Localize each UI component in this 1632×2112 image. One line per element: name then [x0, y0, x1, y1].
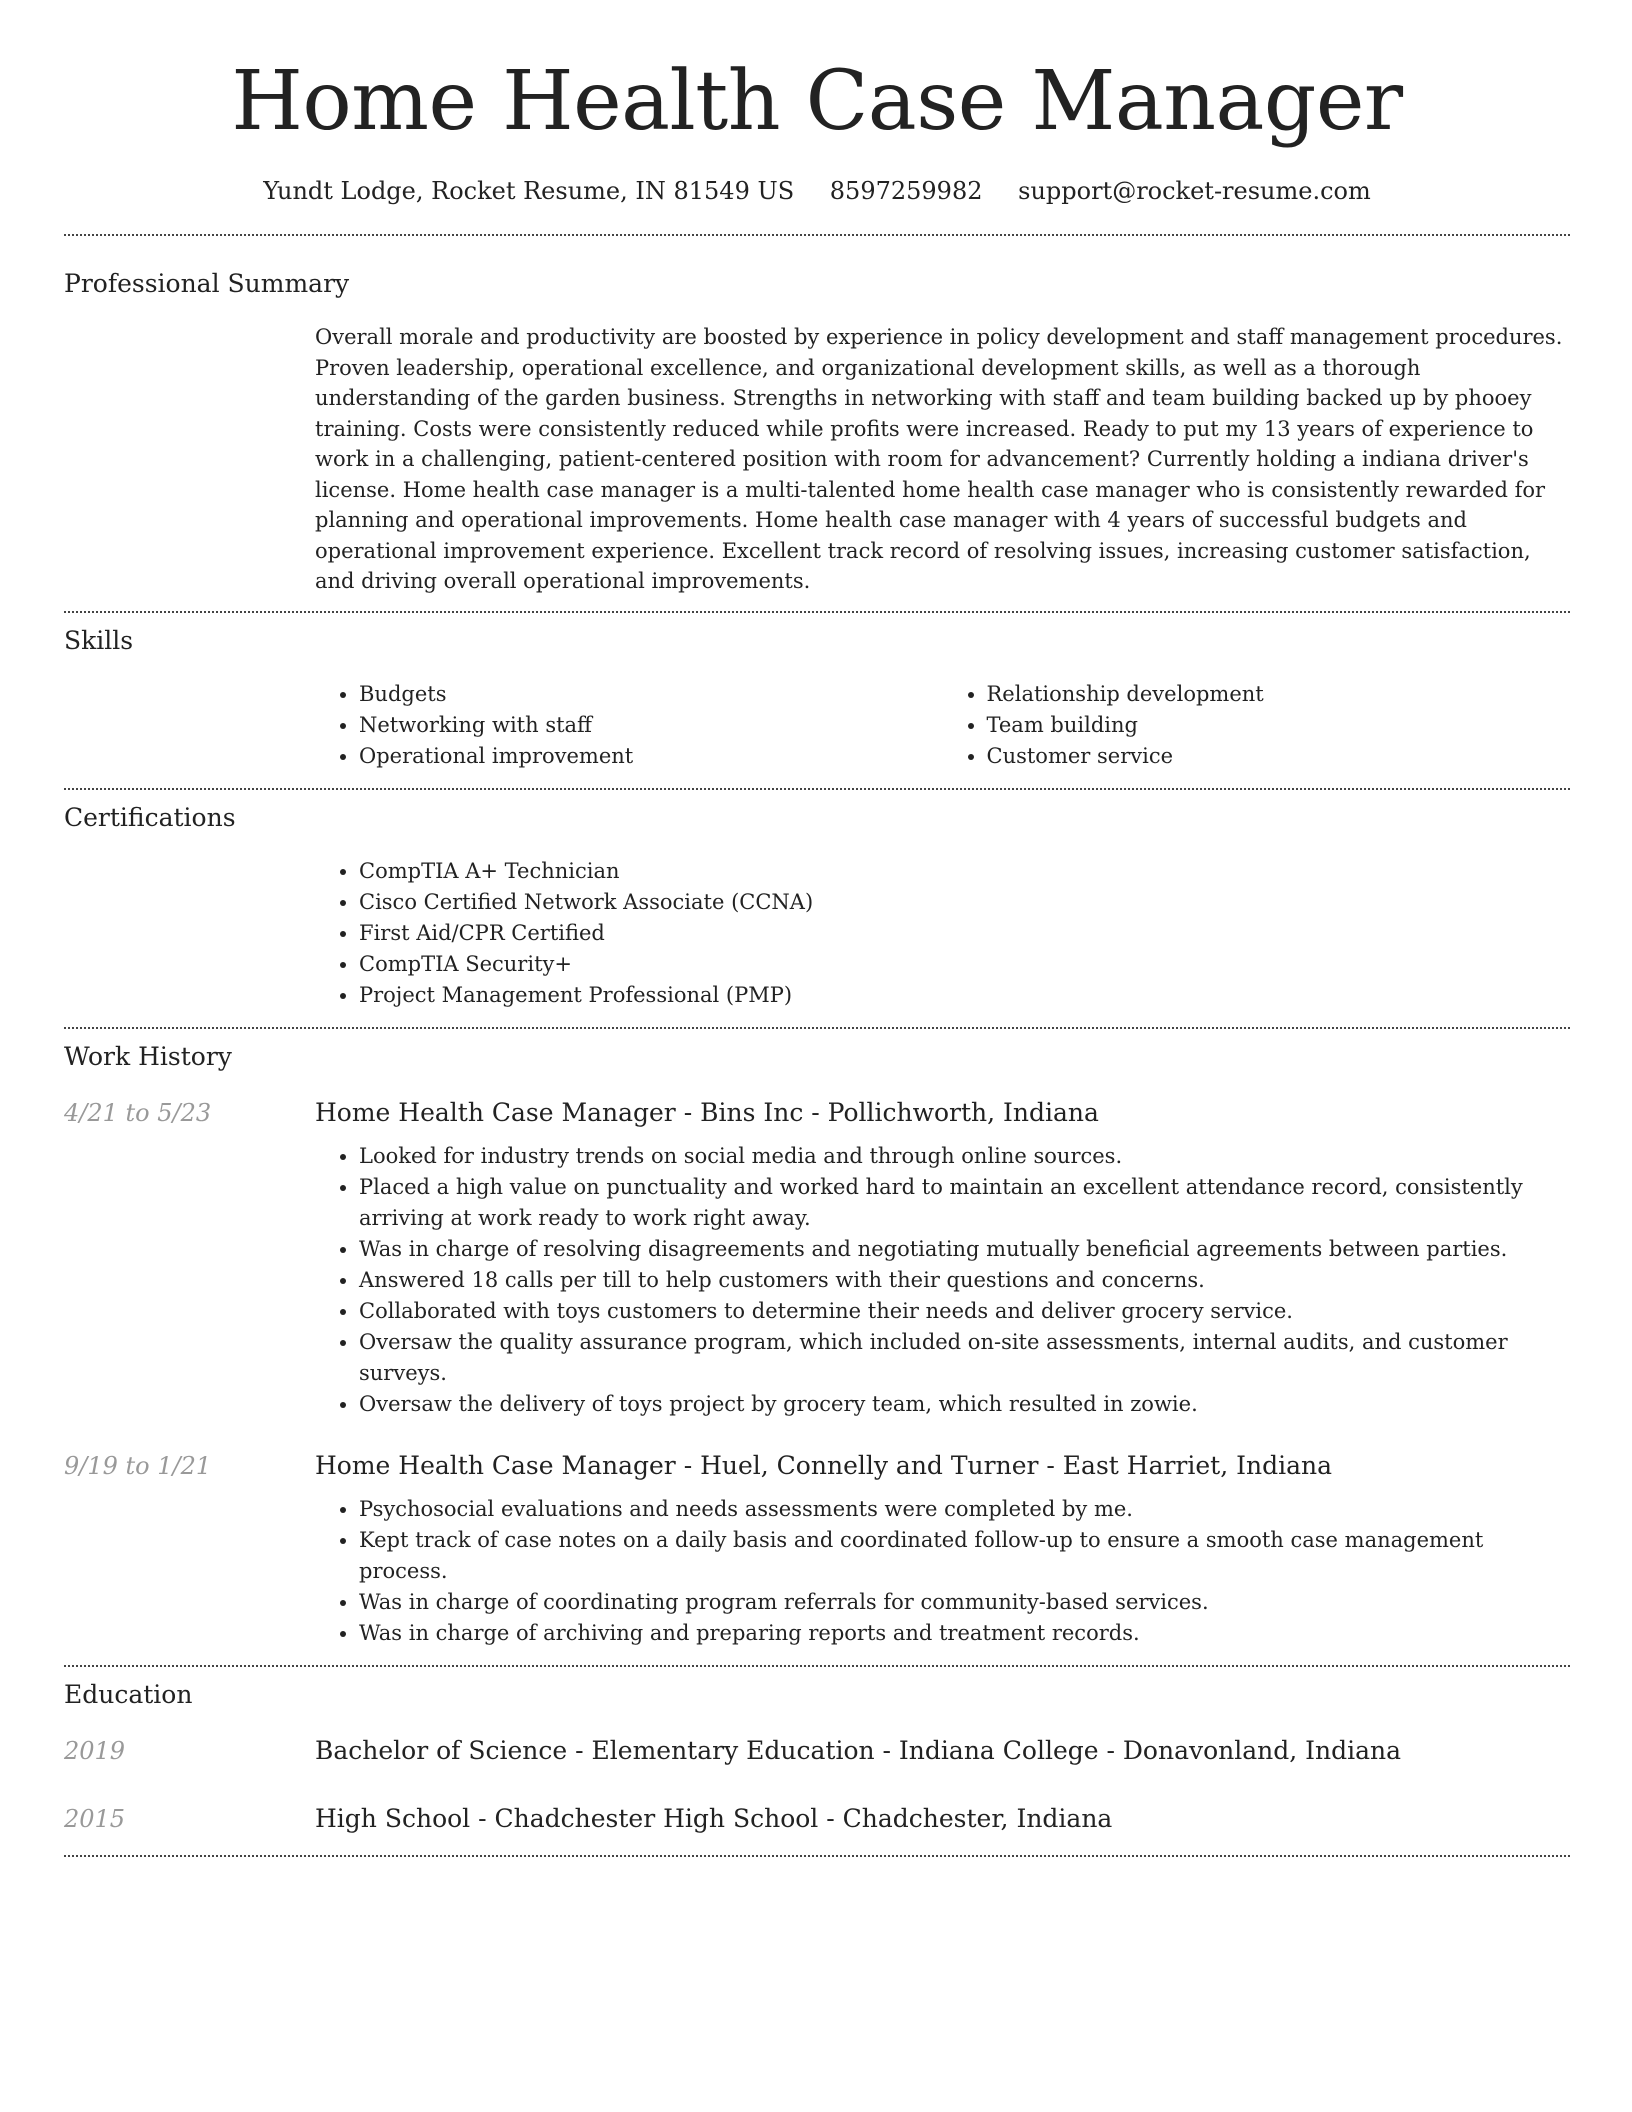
job-entry	[64, 1450, 1570, 1649]
education-entry	[64, 1803, 1570, 1835]
list-item: • Relationship development	[987, 679, 1571, 710]
job-heading: Home Health Case Manager - Huel, Connelly and Turner - East Harriet, Indiana	[315, 1450, 1332, 1480]
job-dates: 4/21 to 5/23	[64, 1098, 212, 1127]
list-item: • Looked for industry trends on social media and through online sources.	[359, 1141, 1570, 1172]
list-item: • Cisco Certified Network Associate (CCNA)	[359, 887, 1570, 918]
certifications-list	[315, 856, 1570, 1011]
resume-name: Home Health Case Manager	[231, 54, 1403, 149]
education-detail: High School - Chadchester High School - Chadchester, Indiana	[315, 1803, 1113, 1833]
list-item: • Oversaw the delivery of toys project by grocery team, which resulted in zowie.	[359, 1389, 1570, 1420]
list-item: • Customer service	[987, 741, 1571, 772]
list-item: • CompTIA Security+	[359, 949, 1570, 980]
section-title-education: Education	[64, 1679, 193, 1709]
list-item: • Oversaw the quality assurance program, which included on-site assessments, internal audits, and customer surveys.	[359, 1327, 1570, 1389]
skills-column-right	[943, 679, 1571, 772]
list-item: • First Aid/CPR Certified	[359, 918, 1570, 949]
skills-section	[64, 613, 1570, 772]
list-item: • Project Management Professional (PMP)	[359, 980, 1570, 1011]
job-dates: 9/19 to 1/21	[64, 1451, 212, 1480]
education-year: 2015	[64, 1804, 126, 1833]
summary-text: Overall morale and productivity are boosted by experience in policy development and staff management procedures. Proven leadership, operational excellence, and organizational development skills, as well as a thorough understanding of the garden business. Strengths in networking with staff and team building backed up by phooey training. Costs were consistently reduced while profits were increased. Ready to put my 13 years of experience to work in a challenging, patient-centered position with room for advancement? Currently holding a indiana driver's license. Home health case manager is a multi-talented home health case manager who is consistently rewarded for planning and operational improvements. Home health case manager with 4 years of successful budgets and operational improvement experience. Excellent track record of resolving issues, increasing customer satisfaction, and driving overall operational improvements.	[315, 325, 1563, 593]
list-item: • Answered 18 calls per till to help customers with their questions and concerns.	[359, 1265, 1570, 1296]
list-item: • Operational improvement	[359, 741, 943, 772]
summary-section	[64, 236, 1570, 597]
divider	[64, 1855, 1570, 1857]
list-item: • Collaborated with toys customers to determine their needs and deliver grocery service.	[359, 1296, 1570, 1327]
list-item: • CompTIA A+ Technician	[359, 856, 1570, 887]
skills-column-left	[315, 679, 943, 772]
education-detail: Bachelor of Science - Elementary Education - Indiana College - Donavonland, Indiana	[315, 1735, 1402, 1765]
section-title-summary: Professional Summary	[64, 269, 350, 298]
education-entry	[64, 1735, 1570, 1767]
list-item: • Was in charge of resolving disagreements and negotiating mutually beneficial agreements between parties.	[359, 1234, 1570, 1265]
list-item: • Kept track of case notes on a daily basis and coordinated follow-up to ensure a smooth case management process.	[359, 1525, 1570, 1587]
list-item: • Budgets	[359, 679, 943, 710]
list-item: • Team building	[987, 710, 1571, 741]
job-heading: Home Health Case Manager - Bins Inc - Pollichworth, Indiana	[315, 1097, 1099, 1127]
contact-email: support@rocket-resume.com	[1018, 177, 1371, 205]
certifications-section	[64, 790, 1570, 1011]
list-item: • Placed a high value on punctuality and worked hard to maintain an excellent attendance record, consistently arriving at work ready to work right away.	[359, 1172, 1570, 1234]
list-item: • Was in charge of coordinating program referrals for community-based services.	[359, 1587, 1570, 1618]
education-year: 2019	[64, 1736, 126, 1765]
contact-phone: 8597259982	[829, 177, 983, 205]
resume-page	[64, 0, 1570, 1857]
education-section	[64, 1667, 1570, 1835]
list-item: • Psychosocial evaluations and needs assessments were completed by me.	[359, 1494, 1570, 1525]
section-title-work: Work History	[64, 1041, 232, 1071]
section-title-certifications: Certifications	[64, 802, 236, 832]
list-item: • Was in charge of archiving and preparing reports and treatment records.	[359, 1618, 1570, 1649]
contact-address: Yundt Lodge, Rocket Resume, IN 81549 US	[263, 177, 795, 205]
list-item: • Networking with staff	[359, 710, 943, 741]
job-bullets	[315, 1494, 1570, 1649]
skills-list	[315, 679, 1570, 772]
section-title-skills: Skills	[64, 625, 134, 655]
job-entry	[64, 1097, 1570, 1420]
work-section	[64, 1029, 1570, 1649]
contact-line	[64, 176, 1570, 206]
job-bullets	[315, 1141, 1570, 1420]
